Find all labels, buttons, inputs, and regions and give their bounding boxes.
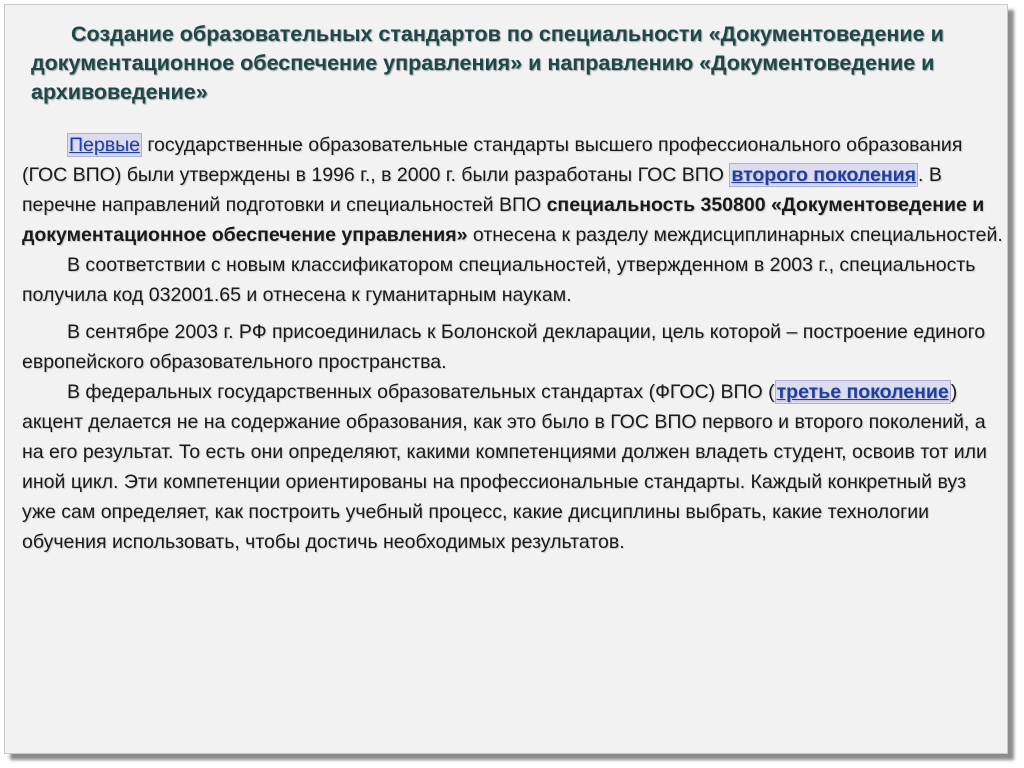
paragraph-bologna: В сентябре 2003 г. РФ присоединилась к Болонской декларации, цель которой – построение единого европейского образовательного пространства. — [22, 321, 986, 373]
slide-body — [22, 130, 1004, 557]
slide — [4, 4, 1008, 754]
paragraph-classifier: В соответствии с новым классификатором специальностей, утвержденном в 2003 г., специальность получила код 032001.65 и отнесена к гуманитарным наукам. — [22, 254, 976, 306]
first-standards-link[interactable]: Первые — [69, 134, 140, 156]
paragraph-fgos — [22, 377, 1004, 557]
second-generation-link[interactable]: второго поколения — [731, 164, 917, 186]
paragraph-text: В федеральных государственных образовательных стандартах (ФГОС) ВПО ( — [67, 381, 775, 403]
paragraph-gos-history — [22, 130, 1004, 250]
paragraph-text: государственные образовательные стандарты высшего профессионального образования (ГОС ВПО) были утверждены в 1996 г., в 2000 г. были разработаны ГОС ВПО — [22, 134, 963, 186]
paragraph-text: ) акцент делается не на содержание образования, как это было в ГОС ВПО первого и второго поколений, а на его результат. То есть они определяют, какими компетенциями должен владеть студент, освоив тот или иной цикл. Эти компетенции ориентированы на профессиональные стандарты. Каждый конкретный вуз уже сам определяет, как построить учебный процесс, какие дисциплины выбрать, какие технологии обучения использовать, чтобы достичь необходимых результатов. — [22, 381, 987, 553]
paragraph-text: . В перечне направлений подготовки и специальностей ВПО — [22, 164, 942, 216]
third-generation-link[interactable]: третье поколение — [776, 381, 949, 403]
specialty-name: специальность 350800 «Документоведение и документационное обеспечение управления» — [22, 194, 985, 246]
paragraph-text: отнесена к разделу междисциплинарных специальностей. — [467, 224, 1003, 246]
slide-title: Создание образовательных стандартов по специальности «Документоведение и документационное обеспечение управления» и направлению «Документоведение и архивоведение» — [31, 22, 944, 104]
